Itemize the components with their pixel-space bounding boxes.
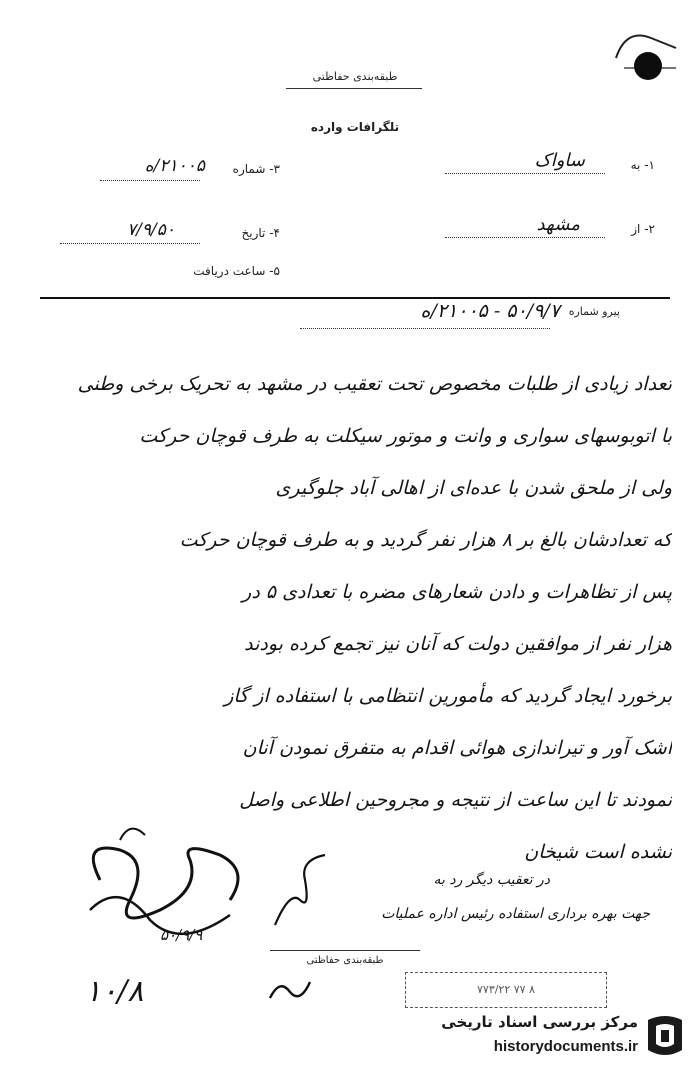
date-value: ۷/۹/۵۰ xyxy=(127,220,175,240)
initial-mark xyxy=(265,970,315,1006)
body-line: اشک آور و تیراندازی هوائی اقدام به متفرق نمودن آنان xyxy=(242,737,672,759)
archive-logo-icon xyxy=(642,1012,688,1060)
watermark-url: historydocuments.ir xyxy=(493,1038,638,1055)
telegram-body xyxy=(32,358,672,878)
receipt-stamp: ۷۷۳/۲۲ ۷۷ ۸ xyxy=(405,972,607,1008)
body-line: برخورد ایجاد گردید که مأمورین انتظامی با استفاده از گاز xyxy=(224,685,672,707)
body-line: هزار نفر از موافقین دولت که آنان نیز تجمع کرده بودند xyxy=(244,633,672,655)
annotation-note: در تعقیب دیگر رد به xyxy=(433,872,550,888)
body-line: که تعدادشان بالغ بر ۸ هزار نفر گردید و به طرف قوچان حرکت xyxy=(179,529,672,551)
body-line: پس از تظاهرات و دادن شعارهای مضره با تعدادی ۵ در xyxy=(242,581,672,603)
footer-classification: طبقه‌بندی حفاظتی xyxy=(270,950,420,966)
body-line: ولی از ملحق شدن با عده‌ای از اهالی آباد جلوگیری xyxy=(275,477,672,499)
classification-underline xyxy=(286,88,422,89)
number-value: ۲۱۰۰۵/ه xyxy=(144,156,205,176)
number-dots xyxy=(100,180,200,181)
annotation-note-2: جهت بهره برداری استفاده رئیس اداره عملیات xyxy=(381,906,650,922)
ref-label: پیرو شماره xyxy=(568,305,620,318)
received-label: ۵- ساعت دریافت xyxy=(193,264,280,278)
to-value: ساواک xyxy=(534,150,585,171)
header-divider xyxy=(40,297,670,299)
from-label: ۲- از xyxy=(631,222,655,236)
number-label: ۳- شماره xyxy=(232,162,280,176)
watermark-org-name: مرکز بررسی اسناد تاریخی xyxy=(441,1013,638,1031)
bottom-number: ۱۰/۸ xyxy=(85,974,144,1009)
from-value: مشهد xyxy=(536,214,580,235)
body-line: با اتوبوسهای سواری و وانت و موتور سیکلت به طرف قوچان حرکت xyxy=(139,425,672,447)
to-label: ۱- به xyxy=(630,158,655,172)
date-dots xyxy=(60,243,200,244)
date-label: ۴- تاریخ xyxy=(241,226,280,240)
form-title: تلگرافات وارده xyxy=(310,120,400,134)
seal-dot-icon xyxy=(634,52,662,80)
from-dots xyxy=(445,237,605,238)
ref-value: ۵۰/۹/۷ - ۲۱۰۰۵/ه xyxy=(420,300,560,322)
body-line: نشده است شیخان xyxy=(524,841,672,863)
body-line: تعداد زیادی از طلبات مخصوص تحت تعقیب در مشهد به تحریک برخی وطنی xyxy=(77,373,672,395)
sign-date: ۵۰/۹/۹ xyxy=(160,926,203,944)
ref-dots xyxy=(300,328,550,329)
to-dots xyxy=(445,173,605,174)
body-line: نمودند تا این ساعت از نتیجه و مجروحین اطلاعی واصل xyxy=(239,789,672,811)
classification-label: طبقه‌بندی حفاظتی xyxy=(312,70,398,83)
